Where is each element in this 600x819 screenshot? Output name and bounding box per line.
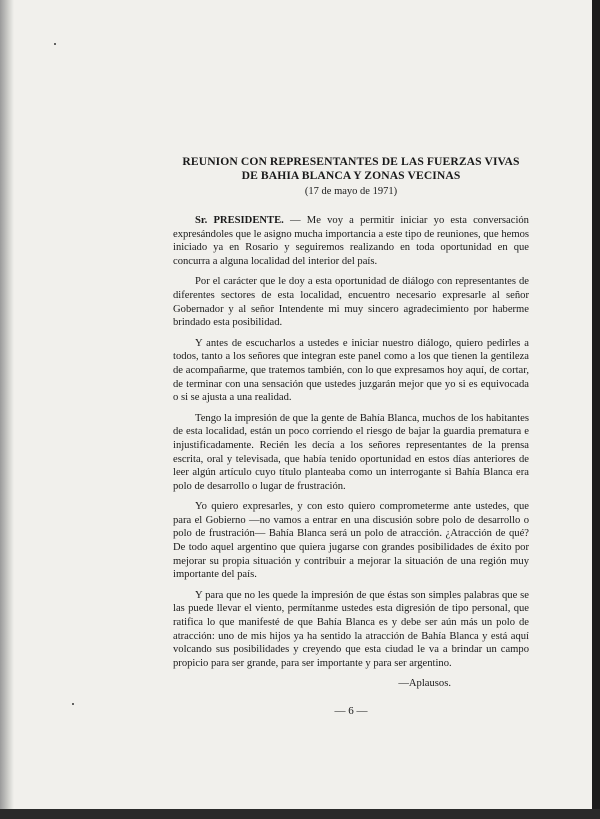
speaker-label: Sr. PRESIDENTE.: [195, 215, 284, 226]
bottom-scan-border: [0, 809, 600, 819]
left-edge-shadow: [0, 0, 14, 819]
paragraph-1-text: — Me voy a permitir iniciar yo esta conversación expresándoles que le asigno mucha importancia a este tipo de reuniones, que hemos iniciado ya en Rosario y seguiremos realizando en toda oportunidad en que concurra a alguna localidad del interior del país.: [173, 215, 529, 267]
paragraph-5: Yo quiero expresarles, y con esto quiero comprometerme ante ustedes, que para el Gobierno —no vamos a entrar en una discusión sobre polo de desarrollo o polo de frustración— Bahía Blanca será un polo de atracción. ¿Atracción de qué? De todo aquel argentino que quiera jugarse con grandes posibilidades de éxito por mejorar su propia situación y contribuir a mejorar la situación de una región muy importante del país.: [173, 501, 529, 581]
paragraph-1: [173, 214, 529, 268]
applause-note: —Aplausos.: [398, 678, 451, 690]
paragraph-6: Y para que no les quede la impresión de que éstas son simples palabras que se las puede llevar el viento, permítanme ustedes esta digresión de tipo personal, que ratifica lo que manifesté de que Bahía Blanca es y debe ser aún más un polo de atracción: uno de mis hijos ya ha sentido la atracción de Bahía Blanca y está aquí volcando sus posibilidades y creyendo que esta ciudad le va a brindar un campo propicio para ser grande, para ser importante y para ser argentino.: [173, 589, 529, 669]
paragraph-2: Por el carácter que le doy a esta oportunidad de diálogo con representantes de diferentes sectores de esta localidad, encuentro necesario expresarle al señor Gobernador y al señor Intendente mi muy sincero agradecimiento por haberme brindado esta posibilidad.: [173, 276, 529, 329]
document-date: (17 de mayo de 1971): [304, 186, 398, 197]
title-line-1: REUNION CON REPRESENTANTES DE LAS FUERZAS VIVAS: [182, 155, 520, 168]
document-body: [173, 155, 529, 717]
page-number: — 6 —: [334, 705, 368, 717]
scan-speck: [72, 703, 74, 705]
title-line-2: DE BAHIA BLANCA Y ZONAS VECINAS: [241, 169, 461, 182]
paragraph-3: Y antes de escucharlos a ustedes e iniciar nuestro diálogo, quiero pedirles a todos, tanto a los señores que integran este panel como a los que tienen la gentileza de acompañarme, que tratemos también, con lo que expresamos hoy aquí, de cortar, de terminar con una sensación que ustedes juzgarán mejor que yo si es equivocada o si se ajusta a una realidad.: [173, 337, 529, 404]
scan-speck: [54, 43, 56, 45]
paragraph-4: Tengo la impresión de que la gente de Bahía Blanca, muchos de los habitantes de esta localidad, están un poco corriendo el riesgo de bajar la guardia prematura e injustificadamente. Recién les decía a los señores representantes de la prensa escrita, oral y televisada, que había tenido oportunidad en estos días anteriores de leer algún artículo cuyo título planteaba como un interrogante si Bahía Blanca era polo de desarrollo o lugar de frustración.: [173, 412, 529, 492]
document-title: [173, 155, 529, 183]
right-scan-border: [592, 0, 600, 819]
